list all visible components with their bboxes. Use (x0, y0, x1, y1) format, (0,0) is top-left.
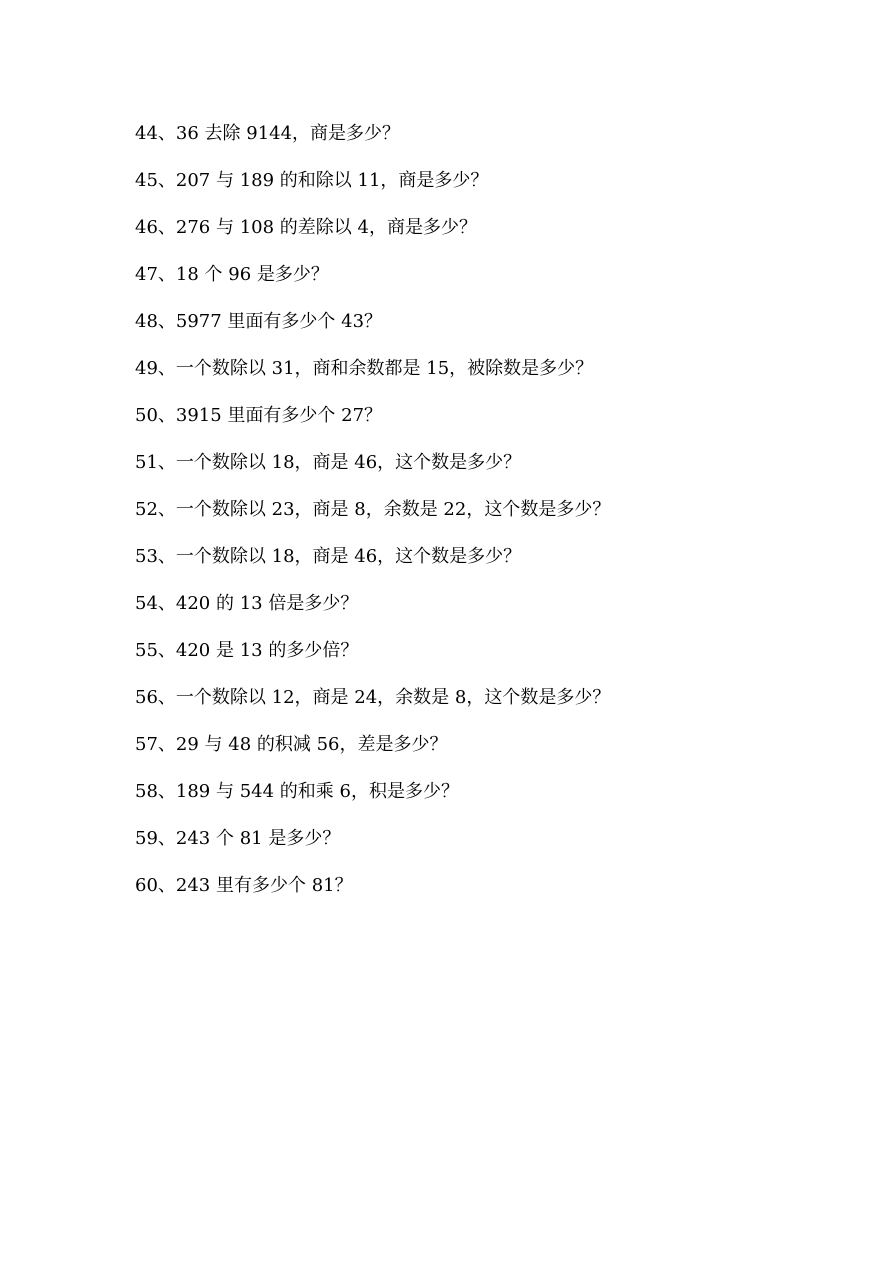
question-54: 54、420 的 13 倍是多少？ (135, 593, 359, 614)
question-56: 56、一个数除以 12，商是 24，余数是 8，这个数是多少？ (135, 687, 611, 708)
question-45: 45、207 与 189 的和除以 11，商是多少？ (135, 170, 489, 191)
question-46: 46、276 与 108 的差除以 4，商是多少？ (135, 217, 477, 238)
question-50: 50、3915 里面有多少个 27？ (135, 405, 383, 426)
question-list (135, 117, 815, 916)
question-60: 60、243 里有多少个 81？ (135, 875, 353, 896)
question-58: 58、189 与 544 的和乘 6，积是多少？ (135, 781, 459, 802)
question-55: 55、420 是 13 的多少倍？ (135, 640, 359, 661)
question-51: 51、一个数除以 18，商是 46，这个数是多少？ (135, 452, 522, 473)
question-44: 44、36 去除 9144，商是多少？ (135, 123, 401, 144)
question-59: 59、243 个 81 是多少？ (135, 828, 341, 849)
question-53: 53、一个数除以 18，商是 46，这个数是多少？ (135, 546, 522, 567)
question-47: 47、18 个 96 是多少？ (135, 264, 329, 285)
question-52: 52、一个数除以 23，商是 8，余数是 22，这个数是多少？ (135, 499, 611, 520)
question-49: 49、一个数除以 31，商和余数都是 15，被除数是多少？ (135, 358, 594, 379)
question-57: 57、29 与 48 的积减 56，差是多少？ (135, 734, 448, 755)
question-48: 48、5977 里面有多少个 43？ (135, 311, 383, 332)
